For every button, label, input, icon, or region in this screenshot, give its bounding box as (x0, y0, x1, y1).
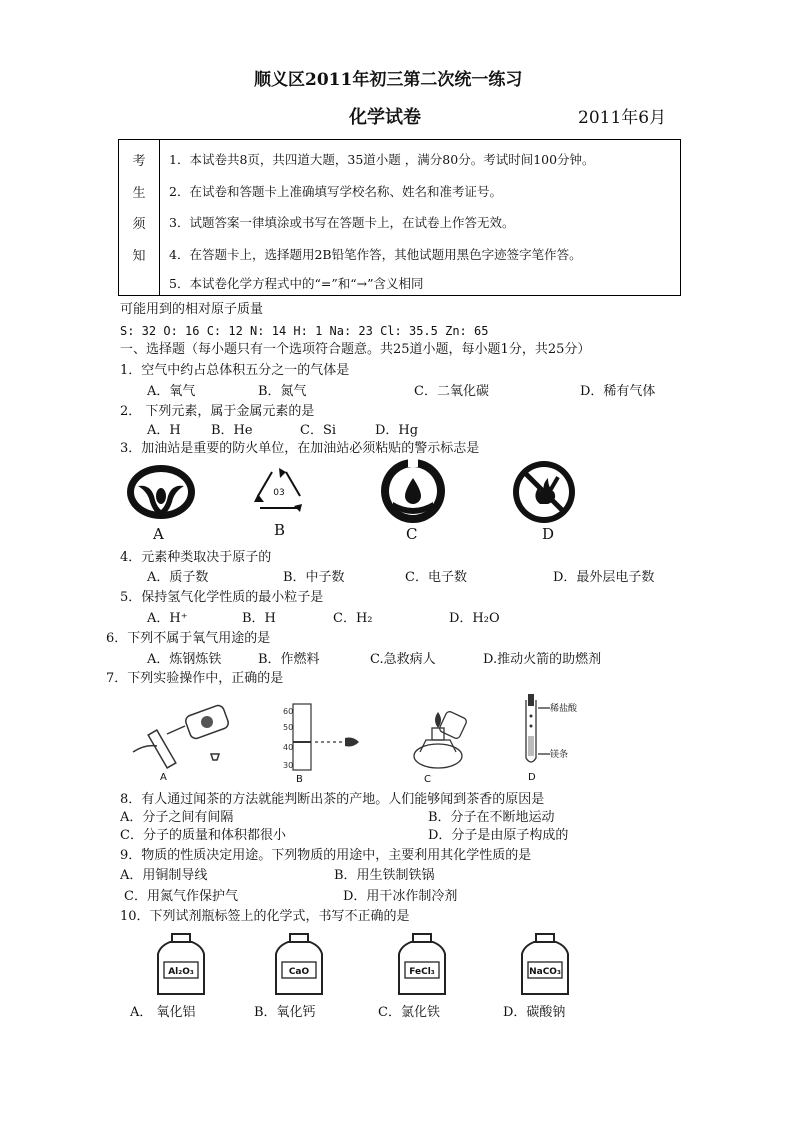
option-d: D．分子是由原子构成的 (428, 828, 569, 843)
notice-box (118, 139, 681, 296)
figure-label: D (542, 525, 555, 543)
dilute-hcl-label: 稀盐酸 (550, 704, 578, 714)
question-stem: 6．下列不属于氧气用途的是 (106, 631, 271, 646)
figure-label: B (296, 774, 303, 785)
option-b: B．分子在不断地运动 (428, 810, 555, 825)
question-stem: 10．下列试剂瓶标签上的化学式，书写不正确的是 (120, 909, 410, 924)
notice-label: 须 (132, 217, 146, 232)
atomic-mass-heading: 可能用到的相对原子质量 (120, 302, 264, 317)
bottle-formula: NaCO₃ (529, 967, 561, 977)
option-b: B．中子数 (283, 570, 345, 585)
figure-label: C (406, 525, 418, 543)
option-d: D.推动火箭的助燃剂 (483, 652, 602, 667)
option-c: C．二氧化碳 (414, 384, 489, 399)
no-fire-sign-d-icon (508, 460, 580, 524)
pouring-liquid-figure (127, 700, 237, 776)
bottle-formula: Al₂O₃ (168, 967, 194, 977)
notice-label-column (119, 140, 160, 295)
no-water-sign-c-icon (375, 458, 451, 524)
recycle-code: 03 (273, 488, 285, 498)
cylinder-tick-label: 40 (283, 743, 294, 752)
option-b: B．用生铁制铁锅 (334, 868, 435, 883)
option-d: D．H₂O (449, 611, 500, 626)
reagent-bottle-c (393, 932, 451, 998)
question-stem: 5．保持氢气化学性质的最小粒子是 (120, 590, 324, 605)
notice-item: 4．在答题卡上，选择题用2B铅笔作答，其他试题用黑色字迹签字笔作答。 (169, 247, 582, 262)
option-a: A．质子数 (147, 570, 209, 585)
cylinder-tick-label: 60 (283, 707, 294, 716)
option-b: B．氧化钙 (254, 1005, 316, 1020)
option-a: A． 氧化铝 (130, 1005, 196, 1020)
option-d: D．用干冰作制冷剂 (343, 889, 458, 904)
magnesium-strip-label: 镁条 (550, 750, 569, 760)
option-a: A．氧气 (147, 384, 196, 399)
question-stem: 9．物质的性质决定用途。下列物质的用途中，主要利用其化学性质的是 (120, 848, 532, 863)
option-c: C．电子数 (405, 570, 467, 585)
option-c: C.急救病人 (370, 652, 436, 667)
figure-label: A (153, 525, 164, 543)
atomic-mass-values: S: 32 O: 16 C: 12 N: 14 H: 1 Na: 23 Cl: 35.5 Zn: 65 (120, 324, 489, 338)
notice-label: 生 (132, 186, 146, 201)
section-heading: 一、选择题（每小题只有一个选项符合题意。共25道小题，每小题1分，共25分） (120, 342, 591, 357)
option-b: B．氮气 (258, 384, 307, 399)
option-c: C．氯化铁 (378, 1005, 440, 1020)
notice-item: 3．试题答案一律填涂或书写在答题卡上，在试卷上作答无效。 (169, 215, 515, 230)
question-stem: 1．空气中约占总体积五分之一的气体是 (120, 363, 350, 378)
notice-item: 5．本试卷化学方程式中的“=”和“→”含义相同 (169, 276, 424, 291)
recycling-sign-b-icon (246, 464, 312, 520)
option-a: A．分子之间有间隔 (120, 810, 234, 825)
reagent-bottle-d (516, 932, 574, 998)
figure-label: C (424, 774, 431, 785)
option-a: A．H (147, 423, 181, 438)
notice-label: 知 (132, 249, 146, 264)
option-c: C．用氮气作保护气 (124, 889, 238, 904)
option-a: A．H⁺ (147, 611, 188, 626)
option-a: A．用铜制导线 (120, 868, 208, 883)
alcohol-lamp-figure (398, 704, 482, 772)
option-b: B．作燃料 (258, 652, 320, 667)
option-d: D．Hg (375, 423, 419, 438)
test-tube-figure (516, 692, 586, 770)
question-stem: 7．下列实验操作中，正确的是 (106, 671, 284, 686)
bottle-formula: FeCl₃ (409, 967, 435, 977)
option-b: B．He (211, 423, 253, 438)
option-c: C．Si (300, 423, 337, 438)
figure-label: B (274, 521, 286, 539)
option-a: A．炼钢炼铁 (147, 652, 222, 667)
option-c: C．H₂ (333, 611, 373, 626)
option-d: D．稀有气体 (580, 384, 656, 399)
option-d: D．碳酸钠 (503, 1005, 566, 1020)
reagent-bottle-a (152, 932, 210, 998)
exam-title: 顺义区2011年初三第二次统一练习 (254, 70, 523, 90)
figure-label: D (528, 772, 536, 783)
cylinder-tick-label: 30 (283, 761, 294, 770)
option-b: B．H (242, 611, 276, 626)
bottle-formula: CaO (288, 967, 310, 977)
exam-date: 2011年6月 (578, 108, 667, 128)
figure-label: A (160, 772, 167, 783)
notice-item: 1．本试卷共8页，共四道大题，35道小题 ，满分80分。考试时间100分钟。 (169, 152, 595, 167)
notice-item: 2．在试卷和答题卡上准确填写学校名称、姓名和准考证号。 (169, 184, 502, 199)
option-d: D．最外层电子数 (553, 570, 655, 585)
paper-subtitle: 化学试卷 (349, 107, 421, 128)
notice-label: 考 (132, 154, 146, 169)
warning-sign-a-icon (124, 462, 198, 522)
cylinder-tick-label: 50 (283, 723, 294, 732)
question-stem: 3．加油站是重要的防火单位，在加油站必须粘贴的警示标志是 (120, 441, 480, 456)
graduated-cylinder-figure (281, 702, 365, 772)
question-stem: 2． 下列元素，属于金属元素的是 (120, 404, 315, 419)
option-c: C．分子的质量和体积都很小 (120, 828, 286, 843)
reagent-bottle-b (270, 932, 328, 998)
question-stem: 8．有人通过闻茶的方法就能判断出茶的产地。人们能够闻到茶香的原因是 (120, 792, 545, 807)
question-stem: 4．元素种类取决于原子的 (120, 550, 272, 565)
